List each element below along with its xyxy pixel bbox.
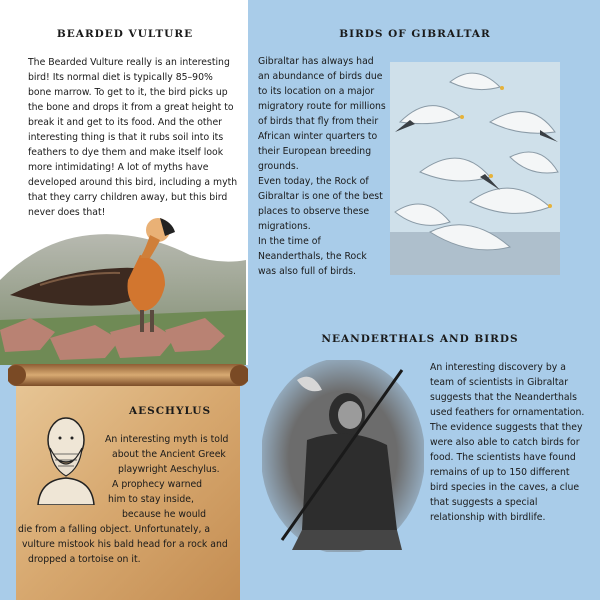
- birds-paragraph-2: Even today, the Rock of Gibraltar is one of the best places to observe these migrations.: [258, 176, 383, 232]
- neanderthals-title: NEANDERTHALS AND BIRDS: [321, 333, 519, 345]
- neanderthals-paragraph-2: The evidence suggests that they were also able to catch birds for food. The scientists have found remains of up to 150 different bird species in the caves, a clue that suggests a special relationship with birdlife.: [430, 422, 583, 523]
- aeschylus-title: AESCHYLUS: [128, 405, 212, 417]
- aeschylus-line-9: dropped a tortoise on it.: [28, 554, 141, 565]
- birds-paragraph-3: In the time of Neanderthals, the Rock was also full of birds.: [258, 236, 367, 277]
- aeschylus-line-7: die from a falling object. Unfortunately, a: [18, 524, 211, 535]
- neanderthals-paragraph-1: An interesting discovery by a team of scientists in Gibraltar suggests that the Neanderthals used feathers for ornamentation.: [430, 362, 585, 418]
- neanderthal-illustration: [262, 360, 424, 552]
- aeschylus-line-4: A prophecy warned: [112, 479, 203, 490]
- bearded-vulture-title: BEARDED VULTURE: [56, 28, 194, 40]
- bearded-vulture-text: The Bearded Vulture really is an interesting bird! Its normal diet is typically 85–90% bone marrow. To get to it, the bird picks up the bone and drops it from a great height to break it and get to its food. And the other interesting thing is that it rubs soil into its feathers to dye them and make itself look more intimidating! A lot of myths have developed around this bird, including a myth that they carry children away, but this bird never does that!: [28, 57, 238, 218]
- gulls-photo: [390, 62, 560, 275]
- aeschylus-line-5: him to stay inside,: [108, 494, 194, 505]
- aeschylus-line-2: about the Ancient Greek: [112, 449, 226, 460]
- aeschylus-line-8: vulture mistook his bald head for a rock and: [22, 539, 228, 550]
- aeschylus-line-6: because he would: [122, 509, 207, 520]
- aeschylus-line-3: playwright Aeschylus.: [118, 464, 220, 475]
- birds-of-gibraltar-title: BIRDS OF GIBRALTAR: [339, 28, 491, 40]
- aeschylus-line-1: An interesting myth is told: [105, 434, 229, 445]
- vulture-photo: [0, 200, 246, 365]
- birds-of-gibraltar-text: [258, 54, 386, 279]
- birds-paragraph-1: Gibraltar has always had an abundance of birds due to its location on a major migratory route for millions of birds that fly from their African winter quarters to their European breeding grounds.: [258, 56, 386, 172]
- neanderthals-text: [430, 360, 585, 525]
- aeschylus-bust: [30, 410, 102, 505]
